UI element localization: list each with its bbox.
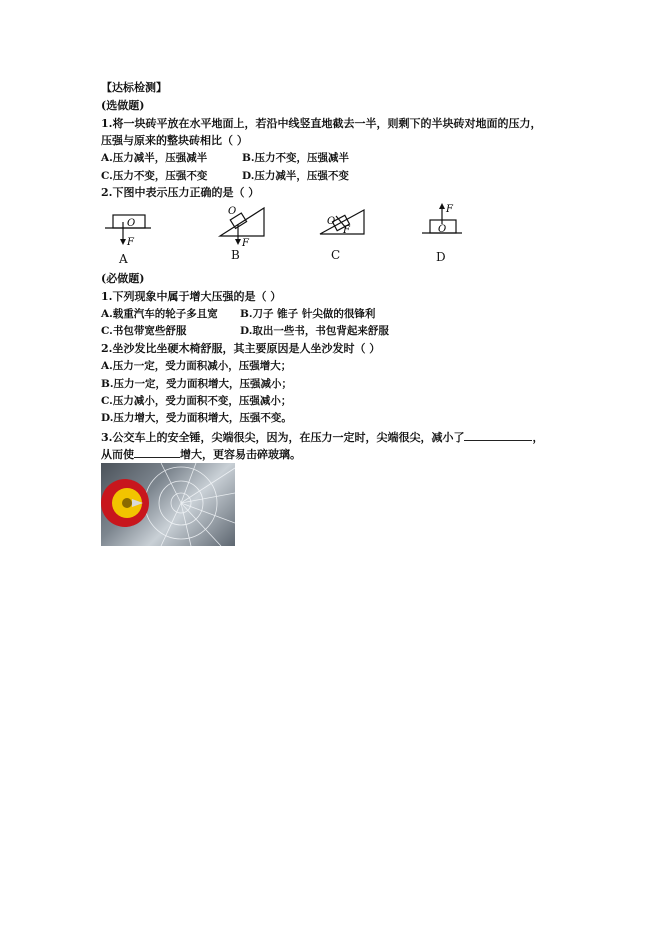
r3-text-line2 — [101, 446, 301, 462]
figure-c-force-label: F — [343, 225, 350, 236]
optional-header: (选做题) — [101, 99, 145, 112]
safety-hammer-photo — [101, 463, 235, 546]
figure-b-point-label: O — [228, 206, 237, 217]
r2-option-b: B.压力一定，受力面积增大，压强减小； — [101, 378, 293, 390]
figure-b-force-label: F — [242, 238, 249, 249]
q2-text: 2.下图中表示压力正确的是（ ） — [101, 186, 260, 199]
r2-option-a: A.压力一定，受力面积减小，压强增大； — [101, 360, 292, 372]
figure-a-label: A — [119, 252, 128, 266]
q1-option-a: A.压力减半，压强减半 — [101, 152, 208, 164]
r3-blank-2[interactable] — [134, 446, 180, 458]
figure-c-label: C — [331, 248, 341, 262]
r2-option-c: C.压力减小，受力面积不变，压强减小； — [101, 395, 292, 407]
figure-d-label: D — [436, 250, 446, 264]
r3-line2-after: 增大，更容易击碎玻璃。 — [180, 448, 301, 461]
r3-text-line1 — [101, 429, 543, 445]
q1-option-c: C.压力不变，压强不变 — [101, 170, 208, 182]
q1-text-line1: 1.将一块砖平放在水平地面上，若沿中线竖直地截去一半，则剩下的半块砖对地面的压力， — [101, 117, 542, 130]
figure-d-block-upward-force — [420, 200, 464, 240]
r1-option-c: C.书包带宽些舒服 — [101, 325, 187, 337]
r3-blank-1[interactable] — [464, 429, 532, 441]
r1-option-a: A.载重汽车的轮子多且宽 — [101, 308, 218, 320]
r1-option-b: B.刀子 锥子 针尖做的很锋利 — [240, 308, 376, 320]
q1-option-b: B.压力不变，压强减半 — [242, 152, 350, 164]
q1-option-d: D.压力减半，压强不变 — [242, 170, 349, 182]
r2-option-d: D.压力增大，受力面积增大，压强不变。 — [101, 412, 292, 424]
required-header: (必做题) — [101, 272, 145, 285]
figure-c-incline-block — [316, 206, 368, 240]
figure-a-point-label: O — [127, 218, 136, 229]
r3-line2-before: 从而使 — [101, 448, 134, 461]
figure-a-force-label: F — [127, 237, 134, 248]
r1-text: 1.下列现象中属于增大压强的是（ ） — [101, 290, 282, 303]
figure-a-horizontal-block — [103, 210, 153, 252]
broken-glass-image — [101, 463, 235, 546]
q1-text-line2: 压强与原来的整块砖相比（ ） — [101, 134, 248, 147]
section-title: 【达标检测】 — [101, 81, 167, 94]
r2-text: 2.坐沙发比坐硬木椅舒服，其主要原因是人坐沙发时（ ） — [101, 342, 381, 355]
figure-c-point-label: O — [327, 216, 336, 227]
figure-d-point-label: O — [438, 224, 447, 235]
r3-line1-before: 3.公交车上的安全锤，尖端很尖，因为，在压力一定时，尖端很尖，减小了 — [101, 431, 465, 444]
figure-b-label: B — [231, 248, 240, 262]
r1-option-d: D.取出一些书，书包背起来舒服 — [240, 325, 389, 337]
figure-d-force-label: F — [446, 204, 453, 215]
r3-line1-after: ， — [532, 431, 544, 444]
figure-b-incline-block — [216, 202, 268, 250]
